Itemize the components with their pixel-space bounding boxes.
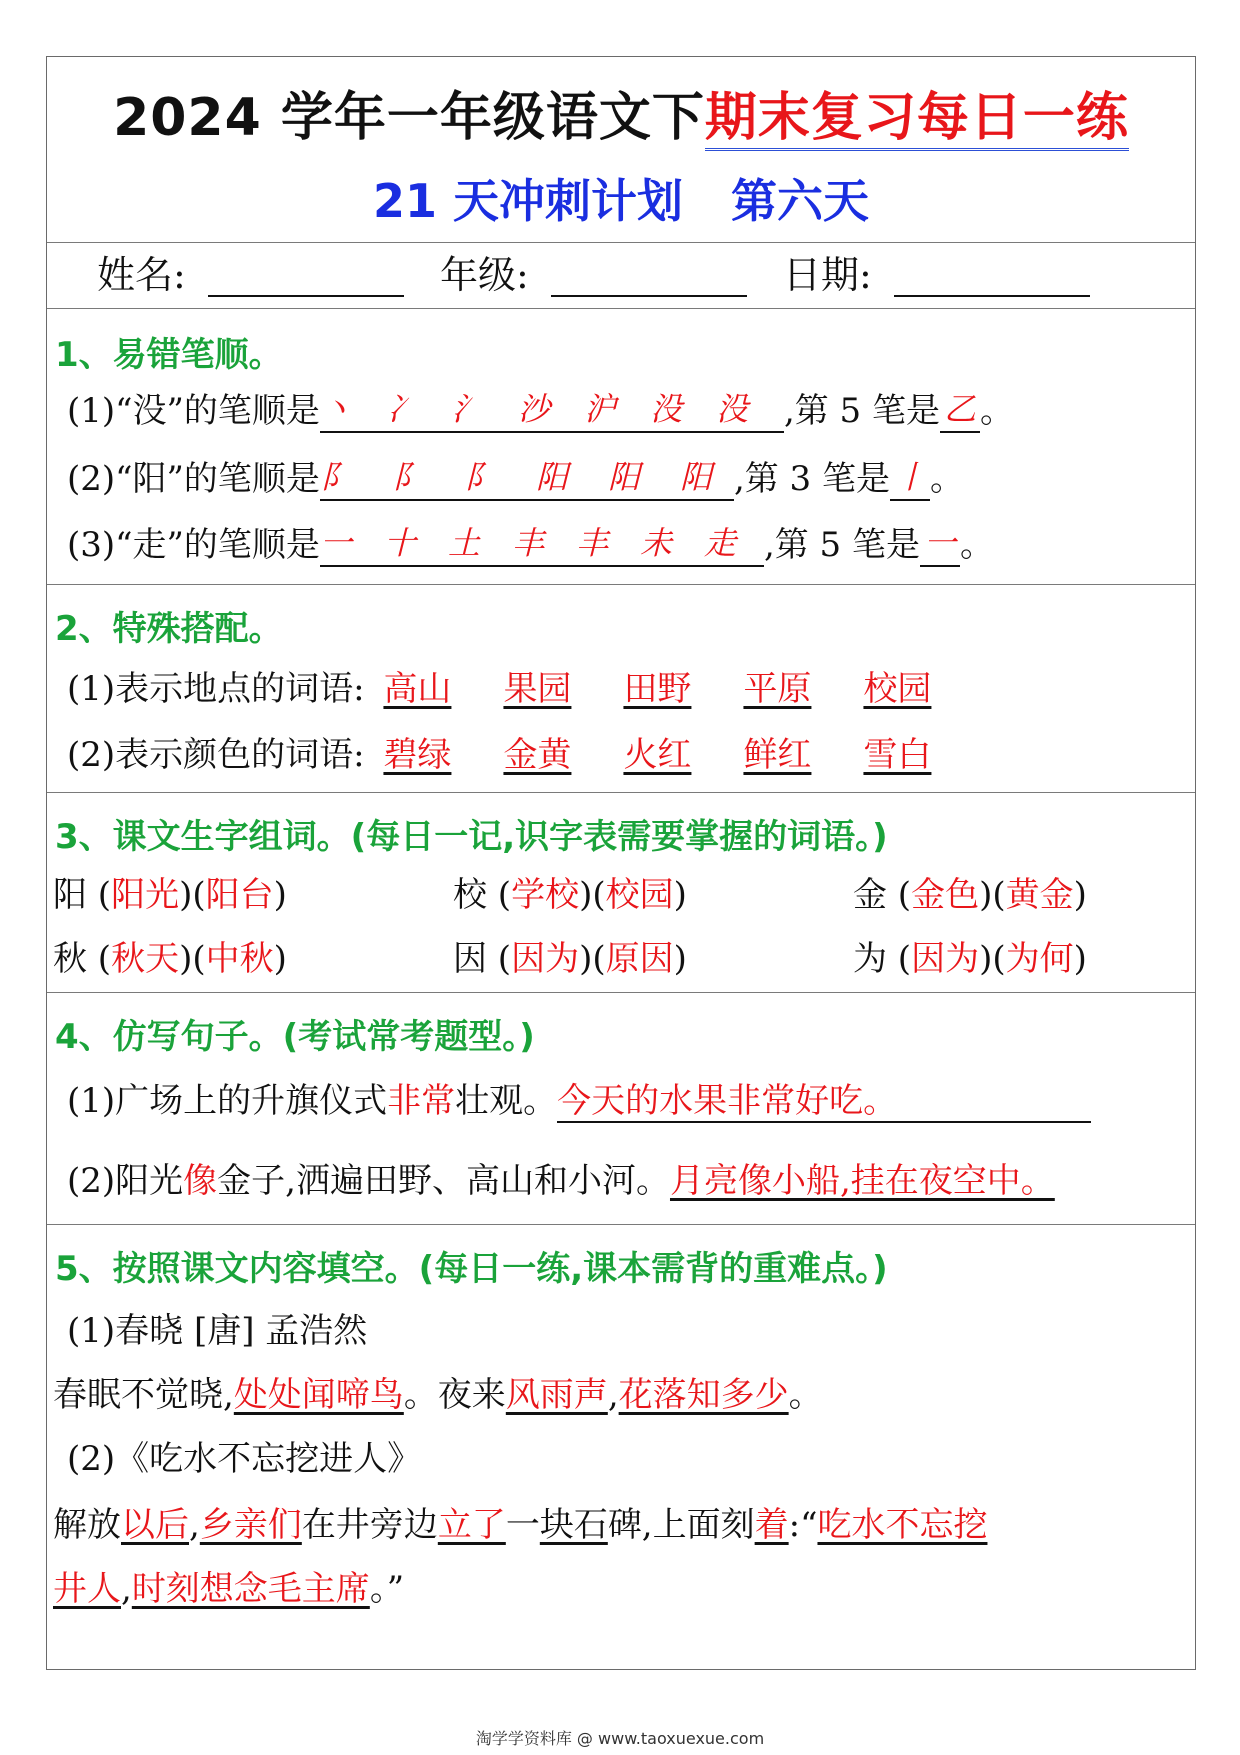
section-2-heading: 2、特殊搭配。 — [55, 609, 283, 649]
color-word: 雪白 — [863, 735, 932, 775]
info-section — [47, 243, 1195, 309]
place-word: 田野 — [623, 669, 692, 709]
page-subtitle — [47, 165, 1195, 231]
date-field[interactable] — [894, 259, 1090, 297]
grade-field[interactable] — [551, 259, 747, 297]
stroke-question-2: (2)“阳”的笔顺是阝 阝 阝 阳 阳 阳 ,第 3 笔是 丨 。 — [67, 455, 964, 501]
subtitle-plan: 21 天冲刺计划 — [372, 174, 684, 228]
lesson-line-1: 解放以后,乡亲们在井旁边立了一块石碑,上面刻着:“吃水不忘挖 — [53, 1505, 988, 1545]
word-build-row-2: 秋 (秋天)(中秋) 因 (因为)(原因) 为 (因为)(为何) — [53, 939, 1087, 979]
place-words-row: (1)表示地点的词语: 高山 果园 田野 平原 校园 — [67, 669, 932, 709]
worksheet — [46, 56, 1196, 1670]
stroke-question-1: (1)“没”的笔顺是丶 冫 氵 沙 沪 没 没 ,第 5 笔是 乙 。 — [67, 387, 1014, 433]
footer-watermark: 淘学学资料库 @ www.taoxuexue.com — [475, 1729, 765, 1748]
stroke-sequence-1: 丶 冫 氵 沙 沪 没 没 — [320, 387, 784, 433]
stroke-answer-2: 丨 — [890, 455, 930, 501]
section-3-heading: 3、课文生字组词。(每日一记,识字表需要掌握的词语。) — [55, 817, 888, 857]
place-word: 平原 — [743, 669, 812, 709]
word-build-row-1: 阳 (阳光)(阳台) 校 (学校)(校园) 金 (金色)(黄金) — [53, 875, 1087, 915]
poem-line: 春眠不觉晓,处处闻啼鸟。夜来风雨声,花落知多少。 — [53, 1375, 823, 1415]
color-word: 火红 — [623, 735, 692, 775]
lesson-title: (2)《吃水不忘挖进人》 — [67, 1439, 422, 1479]
stroke-answer-1: 乙 — [940, 387, 980, 433]
title-prefix: 2024 学年一年级语文下 — [113, 88, 705, 148]
stroke-question-3: (3)“走”的笔顺是一 十 土 丰 丰 未 走 ,第 5 笔是 一 。 — [67, 521, 994, 567]
poem-title: (1)春晓 [唐] 孟浩然 — [67, 1311, 368, 1351]
page-title — [47, 75, 1195, 150]
section-word-building — [47, 793, 1195, 993]
section-sentence-imitation — [47, 993, 1195, 1225]
imitation-question-2: (2)阳光像金子,洒遍田野、高山和小河。月亮像小船,挂在夜空中。 — [67, 1161, 1055, 1201]
stroke-sequence-3: 一 十 土 丰 丰 未 走 — [320, 521, 764, 567]
name-field[interactable] — [208, 259, 404, 297]
lesson-line-2: 井人,时刻想念毛主席。” — [53, 1569, 405, 1609]
color-word: 鲜红 — [743, 735, 812, 775]
name-label: 姓名: — [97, 253, 186, 297]
stroke-answer-3: 一 — [920, 521, 960, 567]
grade-label: 年级: — [440, 253, 529, 297]
section-5-heading: 5、按照课文内容填空。(每日一练,课本需背的重难点。) — [55, 1249, 888, 1289]
place-word: 果园 — [503, 669, 572, 709]
place-word: 校园 — [863, 669, 932, 709]
color-word: 碧绿 — [383, 735, 452, 775]
color-word: 金黄 — [503, 735, 572, 775]
section-special-collocation — [47, 585, 1195, 793]
place-word: 高山 — [383, 669, 452, 709]
color-words-row: (2)表示颜色的词语: 碧绿 金黄 火红 鲜红 雪白 — [67, 735, 932, 775]
title-highlight: 期末复习每日一练 — [705, 88, 1129, 151]
title-section — [47, 57, 1195, 243]
subtitle-day: 第六天 — [731, 174, 870, 228]
imitation-answer-1: 今天的水果非常好吃。 — [557, 1081, 1091, 1123]
section-4-heading: 4、仿写句子。(考试常考题型。) — [55, 1017, 535, 1057]
section-1-heading: 1、易错笔顺。 — [55, 335, 283, 375]
date-label: 日期: — [783, 253, 872, 297]
imitation-answer-2: 月亮像小船,挂在夜空中。 — [669, 1161, 1055, 1201]
imitation-question-1: (1)广场上的升旗仪式非常壮观。今天的水果非常好吃。 — [67, 1079, 1091, 1123]
stroke-sequence-2: 阝 阝 阝 阳 阳 阳 — [320, 455, 734, 501]
section-fill-blanks — [47, 1225, 1195, 1671]
section-stroke-order — [47, 309, 1195, 585]
